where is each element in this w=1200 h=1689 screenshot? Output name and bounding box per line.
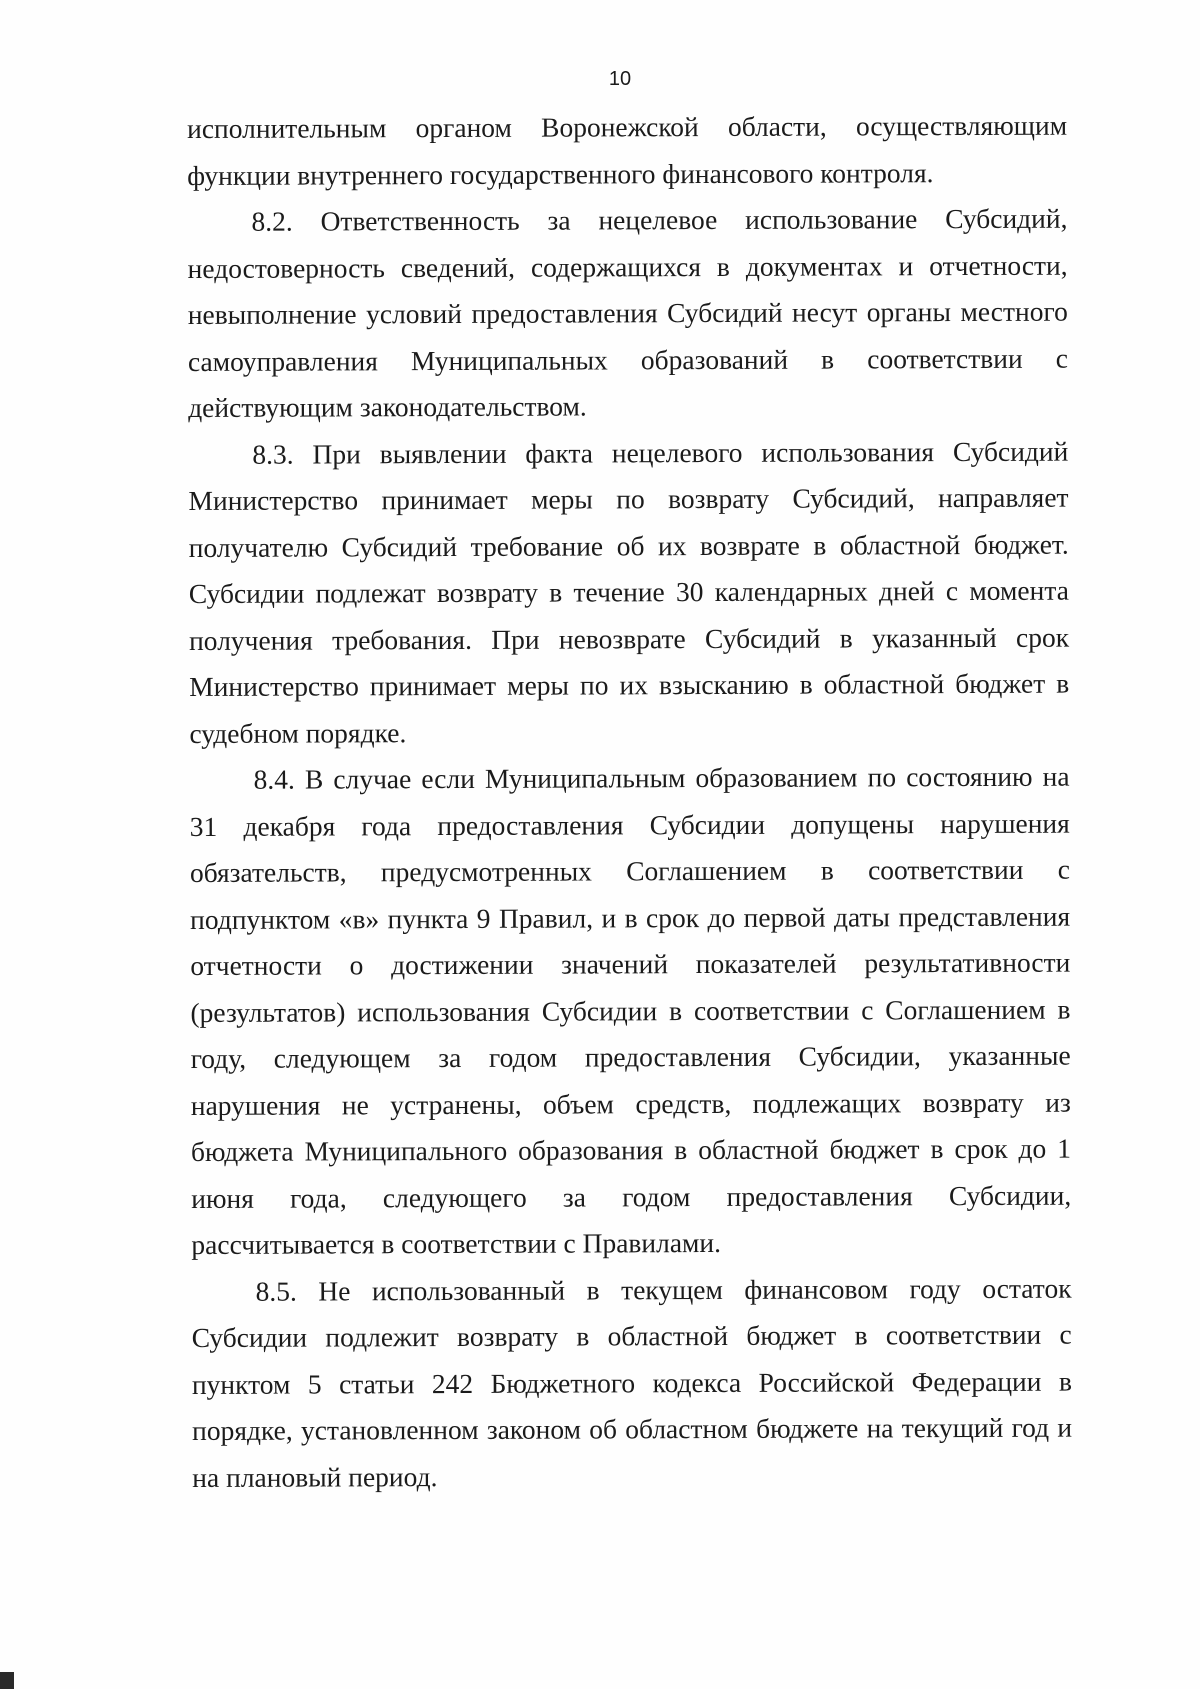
paragraph-8-3: 8.3. При выявлении факта нецелевого использования Субсидий Министерство принимает меры по возврату Субсидий, направляет получателю Субсидий требование об их возврате в областной бюджет. Субсидии подлежат возврату в течение 30 календарных дней с момента получения требования. При невозврате Субсидий в указанный срок Министерство принимает меры по их взысканию в областной бюджет в судебном порядке. [188,435,1070,749]
page-number: 10 [608,68,632,90]
paragraph-8-2: 8.2. Ответственность за нецелевое использование Субсидий, недостоверность сведений, содержащихся в документах и отчетности, невыполнение условий предоставления Субсидий несут органы местного самоуправления Муниципальных образований в соответствии с действующим законодательством. [187,202,1069,423]
paragraph-8-4: 8.4. В случае если Муниципальным образованием по состоянию на 31 декабря года предоставления Субсидии допущены нарушения обязательств, предусмотренных Соглашением в соответствии с подпунктом «в» пункта 9 Правил, и в срок до первой даты представления отчетности о достижении значений показателей результативности (результатов) использования Субсидии в соответствии с Соглашением в году, следующем за годом предоставления Субсидии, указанные нарушения не устранены, объем средств, подлежащих возврату из бюджета Муниципального образования в областной бюджет в срок до 1 июня года, следующего за годом предоставления Субсидии, рассчитывается в соответствии с Правилами. [189,760,1072,1260]
scan-edge-mark [0,1672,14,1689]
paragraph-8-5: 8.5. Не использованный в текущем финансовом году остаток Субсидии подлежит возврату в областной бюджет в соответствии с пунктом 5 статьи 242 Бюджетного кодекса Российской Федерации в порядке, установленном законом об областном бюджете на текущий год и на плановый период. [191,1272,1073,1493]
document-body [187,103,1072,1501]
paragraph-8-1-continuation: исполнительным органом Воронежской области, осуществляющим функции внутреннего государственного финансового контроля. [187,109,1068,191]
